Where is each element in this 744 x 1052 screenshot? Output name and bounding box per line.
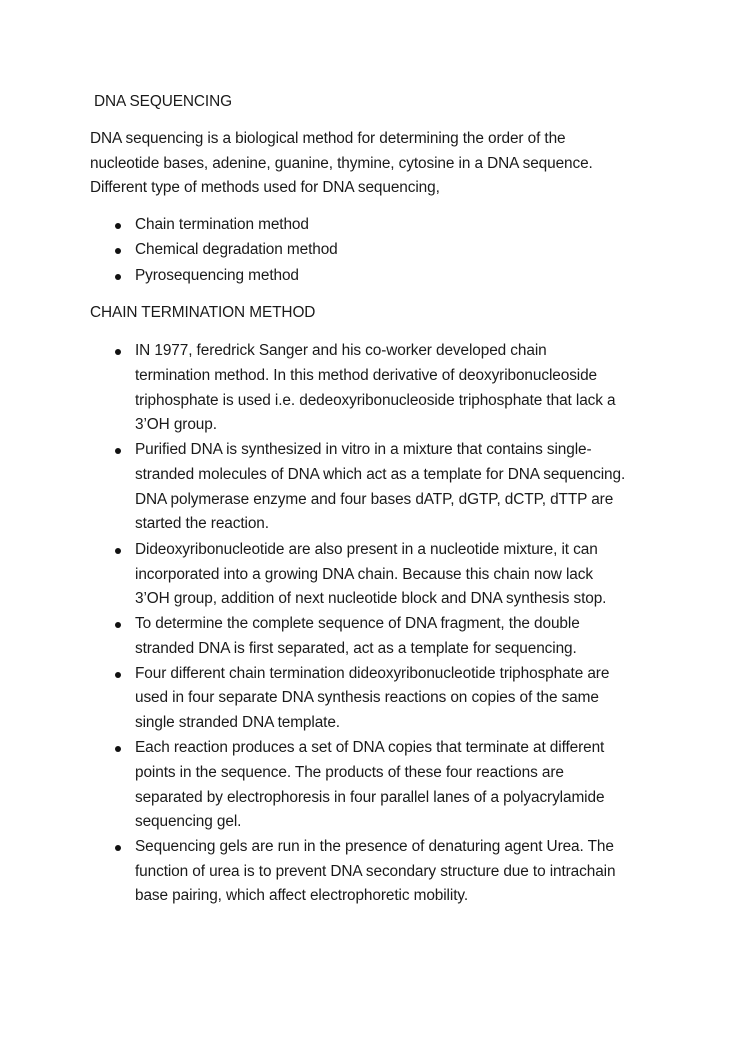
list-item-line: base pairing, which affect electrophoretic mobility. [135,887,468,904]
list-item-line: Each reaction produces a set of DNA copies that terminate at different [135,739,605,756]
list-item-text: Chain termination method [135,216,309,233]
list-item-line: IN 1977, feredrick Sanger and his co-worker developed chain [135,342,547,359]
list-item-line: sequencing gel. [135,813,242,830]
list-item-line: used in four separate DNA synthesis reactions on copies of the same [135,689,599,706]
list-item-line: single stranded DNA template. [135,714,340,731]
bullet-icon [115,548,121,554]
list-item-line: stranded DNA is first separated, act as a template for sequencing. [135,640,577,657]
list-item-line: 3’OH group. [135,416,217,433]
list-item-line: Purified DNA is synthesized in vitro in a mixture that contains single- [135,441,592,458]
list-item-line: termination method. In this method derivative of deoxyribonucleoside [135,367,598,384]
bullet-icon [115,845,121,851]
bullet-icon [115,274,121,280]
list-item-line: Four different chain termination dideoxyribonucleotide triphosphate are [135,665,610,682]
bullet-icon [115,248,121,254]
list-item-line: DNA polymerase enzyme and four bases dATP, dGTP, dCTP, dTTP are [135,491,614,508]
list-item-line: points in the sequence. The products of these four reactions are [135,764,564,781]
bullet-icon [115,622,121,628]
intro-line: nucleotide bases, adenine, guanine, thymine, cytosine in a DNA sequence. [90,155,593,172]
list-item-text: Pyrosequencing method [135,267,299,284]
list-item-text: Chemical degradation method [135,241,338,258]
section-heading: CHAIN TERMINATION METHOD [90,304,316,321]
list-item-line: started the reaction. [135,515,269,532]
list-item-line: Dideoxyribonucleotide are also present in a nucleotide mixture, it can [135,541,598,558]
document-title: DNA SEQUENCING [94,93,232,110]
intro-line: DNA sequencing is a biological method for determining the order of the [90,130,566,147]
list-item-line: triphosphate is used i.e. dedeoxyribonucleoside triphosphate that lack a [135,392,616,409]
list-item-line: Sequencing gels are run in the presence of denaturing agent Urea. The [135,838,614,855]
bullet-icon [115,349,121,355]
bullet-icon [115,448,121,454]
bullet-icon [115,672,121,678]
intro-line: Different type of methods used for DNA sequencing, [90,179,440,196]
list-item-line: function of urea is to prevent DNA secondary structure due to intrachain [135,863,616,880]
list-item-line: 3’OH group, addition of next nucleotide block and DNA synthesis stop. [135,590,607,607]
bullet-icon [115,746,121,752]
list-item-line: separated by electrophoresis in four parallel lanes of a polyacrylamide [135,789,605,806]
list-item-line: To determine the complete sequence of DNA fragment, the double [135,615,580,632]
list-item-line: incorporated into a growing DNA chain. Because this chain now lack [135,566,593,583]
bullet-icon [115,223,121,229]
list-item-line: stranded molecules of DNA which act as a template for DNA sequencing. [135,466,626,483]
